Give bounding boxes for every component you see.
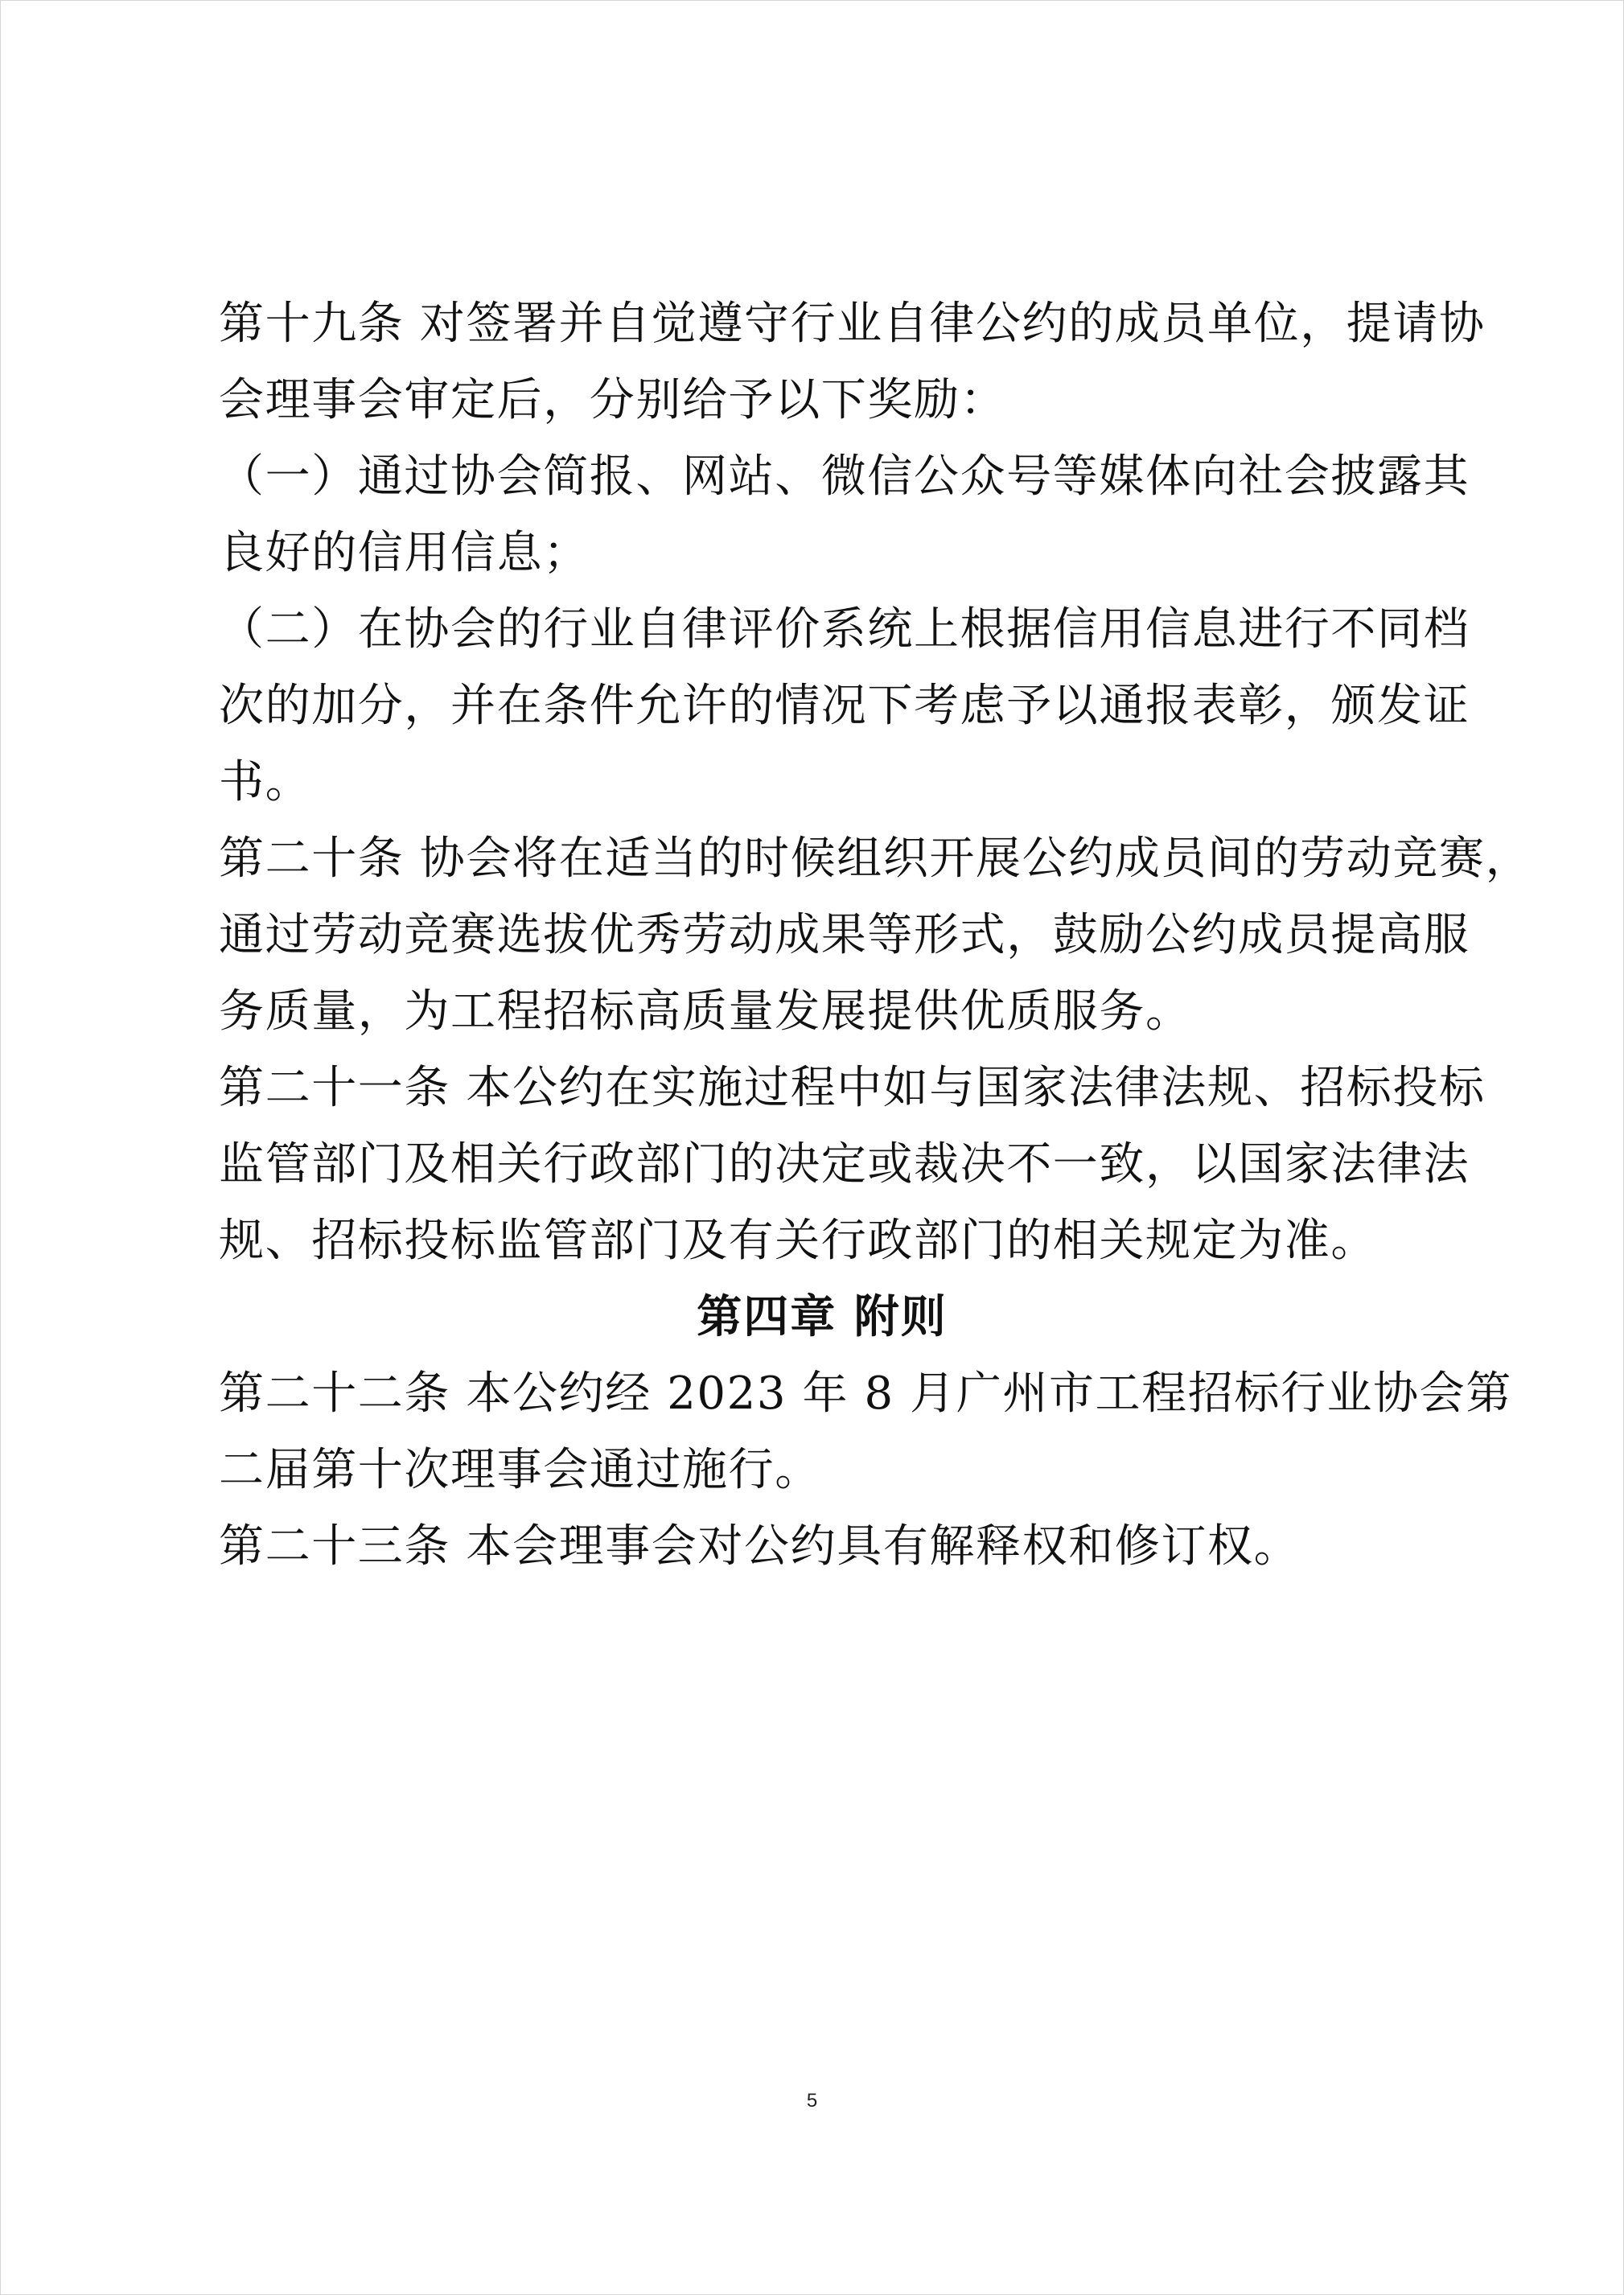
chapter-heading: 第四章 附则 bbox=[697, 1291, 948, 1343]
article-19-item-2-line-1: （二）在协会的行业自律评价系统上根据信用信息进行不同档 bbox=[219, 603, 1470, 656]
article-20-line-3: 务质量，为工程招标高质量发展提供优质服务。 bbox=[219, 985, 1192, 1038]
article-20-line-2: 通过劳动竞赛选拔优秀劳动成果等形式，鼓励公约成员提高服 bbox=[219, 909, 1470, 961]
article-20-line-1: 第二十条 协会将在适当的时候组织开展公约成员间的劳动竞赛， bbox=[219, 833, 1532, 885]
article-21-line-2: 监管部门及相关行政部门的决定或裁决不一致，以国家法律法 bbox=[219, 1138, 1470, 1191]
article-19-item-1-line-1: （一）通过协会简报、网站、微信公众号等媒体向社会披露其 bbox=[219, 450, 1470, 503]
article-19-line-1: 第十九条 对签署并自觉遵守行业自律公约的成员单位，提请协 bbox=[219, 298, 1486, 350]
article-23-line-1: 第二十三条 本会理事会对公约具有解释权和修订权。 bbox=[219, 1520, 1301, 1573]
article-19-item-2-line-2: 次的加分，并在条件允许的情况下考虑予以通报表彰，颁发证 bbox=[219, 680, 1470, 732]
article-21-line-1: 第二十一条 本公约在实施过程中如与国家法律法规、招标投标 bbox=[219, 1062, 1486, 1114]
article-22-line-1: 第二十二条 本公约经 2023 年 8 月广州市工程招标行业协会第 bbox=[219, 1368, 1512, 1420]
article-19-item-1-line-2: 良好的信用信息； bbox=[219, 527, 590, 579]
article-19-line-2: 会理事会审定后，分别给予以下奖励： bbox=[219, 374, 1007, 426]
article-21-line-3: 规、招标投标监管部门及有关行政部门的相关规定为准。 bbox=[219, 1215, 1377, 1267]
document-body bbox=[219, 286, 1532, 1585]
page-number: 5 bbox=[806, 2090, 818, 2112]
article-19-item-2-line-3: 书。 bbox=[219, 756, 312, 808]
article-22-line-2: 二届第十次理事会通过施行。 bbox=[219, 1444, 821, 1496]
